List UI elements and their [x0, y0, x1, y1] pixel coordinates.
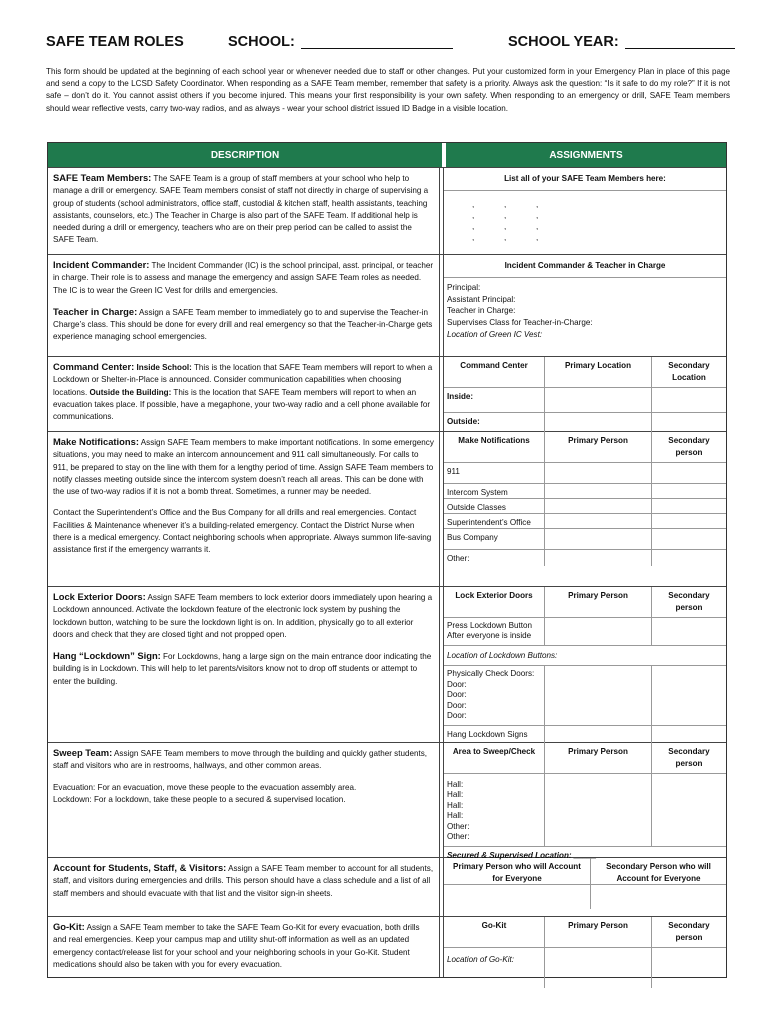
- gokit-description: Go-Kit: Assign a SAFE Team member to take the SAFE Team Go-Kit for every evacuation, both drills and real emergencies. Keep your campus map and utility shut-off information as well as an updated emergency contact/release list for your school and your neighboring schools in your Go-Kit. Student medications should also be taken with you for every evacuation.: [48, 917, 440, 977]
- members-description: SAFE Team Members: The SAFE Team is a group of staff members at your school who help to manage a drill or emergency. SAFE Team members consist of staff not directly in charge of supervising a group of students (school administrators, office staff, custodial & kitchen staff, health assistants, teaching assistants, counselors, etc.) The Teacher in Charge is also part of the SAFE Team. If additional help is needed during a drill or emergency, teachers who are on their prep period can be called to assist the SAFE Team.: [48, 168, 440, 254]
- form-title: SAFE TEAM ROLES: [46, 34, 184, 50]
- notify-description: Make Notifications: Assign SAFE Team members to make important notifications. In some emergency situations, you may need to make an intercom announcement and 911 call simultaneously. For calls to 911, be prepared to stay on the line with them for a lengthy period of time. Assign SAFE Team members to notify classes meeting outside since the intercom system doesn’t reach all areas. This can be done with the use of two-way radios if it is not a bomb threat. Sometimes, a runner may be needed. Contact the Superintendent’s Office and the Bus Company for all drills and real emergencies. Contact Facilities & Maintenance whenever it’s a building-related emergency. Contact the District Nurse when there is a medical emergency. Contact neighboring schools when appropriate. Always summon life-saving assistance first if the emergency warrants it.: [48, 432, 440, 586]
- members-list[interactable]: , , , , , , , , , , , ,: [472, 199, 539, 242]
- school-label: SCHOOL:: [228, 34, 295, 50]
- members-assignment: [444, 168, 726, 254]
- incident-description: Incident Commander: The Incident Commander (IC) is the school principal, asst. principal, or teacher in charge. Their role is to assess and manage the emergency and assign SAFE Team roles as needed. The IC is to wear the Green IC Vest for drills and emergencies. Teacher in Charge: Assign a SAFE Team member to immediately go to and supervise the Teacher-in Charge’s class. This should be done for every drill and real emergency so that the Teacher-in-Charge gets experience managing school emergencies.: [48, 255, 440, 356]
- notify-assignment: Make Notifications Primary Person Secondary person 911 Intercom System Outside Classes Superintendent’s Office Bus Company Other:: [444, 432, 726, 586]
- members-list-header: List all of your SAFE Team Members here:: [444, 168, 726, 191]
- incident-assignment: [444, 255, 726, 356]
- notify-row: [48, 431, 726, 586]
- school-blank[interactable]: [301, 34, 453, 49]
- incident-row: [48, 254, 726, 356]
- intro-paragraph: This form should be updated at the beginning of each school year or whenever needed due to staff or other changes. Put your customized form in your Emergency Plan in place of this page and send a copy to the LCSD Safety Coordinator. When responding as a SAFE Team member, remember that safety is a priority. Always ask the question: “Is it safe to do my role?” If it is not safe – don’t do it. You cannot assist others if you become injured. This means your first responsibility is your own safety. When responding to an emergency or drill, SAFE Team members should wear reflective vests, carry two-way radios, and as always - wear your school district issued ID Badge in a visible location.: [46, 67, 730, 113]
- incident-assign-header: Incident Commander & Teacher in Charge: [444, 255, 726, 278]
- assignments-header: ASSIGNMENTS: [549, 149, 623, 161]
- lockdown-description: Lock Exterior Doors: Assign SAFE Team members to lock exterior doors immediately upon hearing a Lockdown announced. Activate the lockdown feature of the electronic lock system by pushing the lockdown button, watching to be sure the lockdown light is on. In addition, physically go to all exterior doors and check that they are closed tight and not propped open. Hang “Lockdown” Sign: For Lockdowns, hang a large sign on the main entrance door indicating the building is in Lockdown. This will help to let parents/visitors know not to drop off students or attempt to enter the building.: [48, 587, 440, 742]
- account-row: [48, 857, 726, 916]
- gokit-row: [48, 916, 726, 977]
- page-header: [46, 34, 730, 56]
- school-year-blank[interactable]: [625, 34, 735, 49]
- members-row: [48, 167, 726, 254]
- incident-fields[interactable]: Principal: Assistant Principal: Teacher in Charge: Supervises Class for Teacher-in-Charge: Location of Green IC Vest:: [447, 282, 593, 339]
- sweep-assignment: Area to Sweep/Check Primary Person Secondary person Hall: Hall: Hall: Hall: Other: Other: Secured & Supervised Location: _____: [444, 743, 726, 857]
- account-description: Account for Students, Staff, & Visitors: Assign a SAFE Team member to account for all students, staff, and visitors during emergencies and drills. This person should have a class schedule and a list of all staff members and should evacuate with that list and the visitor sign-in sheets.: [48, 858, 440, 916]
- safe-team-table: [47, 142, 727, 978]
- lockdown-assignment: Lock Exterior Doors Primary Person Secondary person Press Lockdown Button After everyone is inside Location of Lockdown Buttons: Physically Check Doors: Door: Door: Door: Door: Hang Lockdown Signs: [444, 587, 726, 742]
- command-assignment: Command Center Primary Location Secondary Location Inside: Outside:: [444, 357, 726, 431]
- sweep-description: Sweep Team: Assign SAFE Team members to move through the building and quickly gather students, staff and visitors who are in restrooms, hallways, and other common areas. Evacuation: For an evacuation, move these people to the evacuation assembly area. Lockdown: For a lockdown, take these people to a secured & supervised location.: [48, 743, 440, 857]
- command-description: Command Center: Inside School: This is the location that SAFE Team members will report to when a Lockdown or Shelter-in-Place is announced. Consider communication capabilities when choosing locations. Outside the Building: This is the location that SAFE Team members will report to when an evacuation takes place. If possible, have a megaphone, your two-way radio and a cell phone available for communications.: [48, 357, 440, 431]
- command-row: [48, 356, 726, 431]
- gokit-assignment: Go-Kit Primary Person Secondary person Location of Go-Kit:: [444, 917, 726, 977]
- sweep-row: [48, 742, 726, 860]
- account-assignment: Primary Person who will Account for Everyone Secondary Person who will Account for Everyone: [444, 858, 726, 916]
- lockdown-row: [48, 586, 726, 742]
- school-year-label: SCHOOL YEAR:: [508, 34, 619, 50]
- description-header: DESCRIPTION: [48, 143, 446, 167]
- table-header: [48, 143, 726, 167]
